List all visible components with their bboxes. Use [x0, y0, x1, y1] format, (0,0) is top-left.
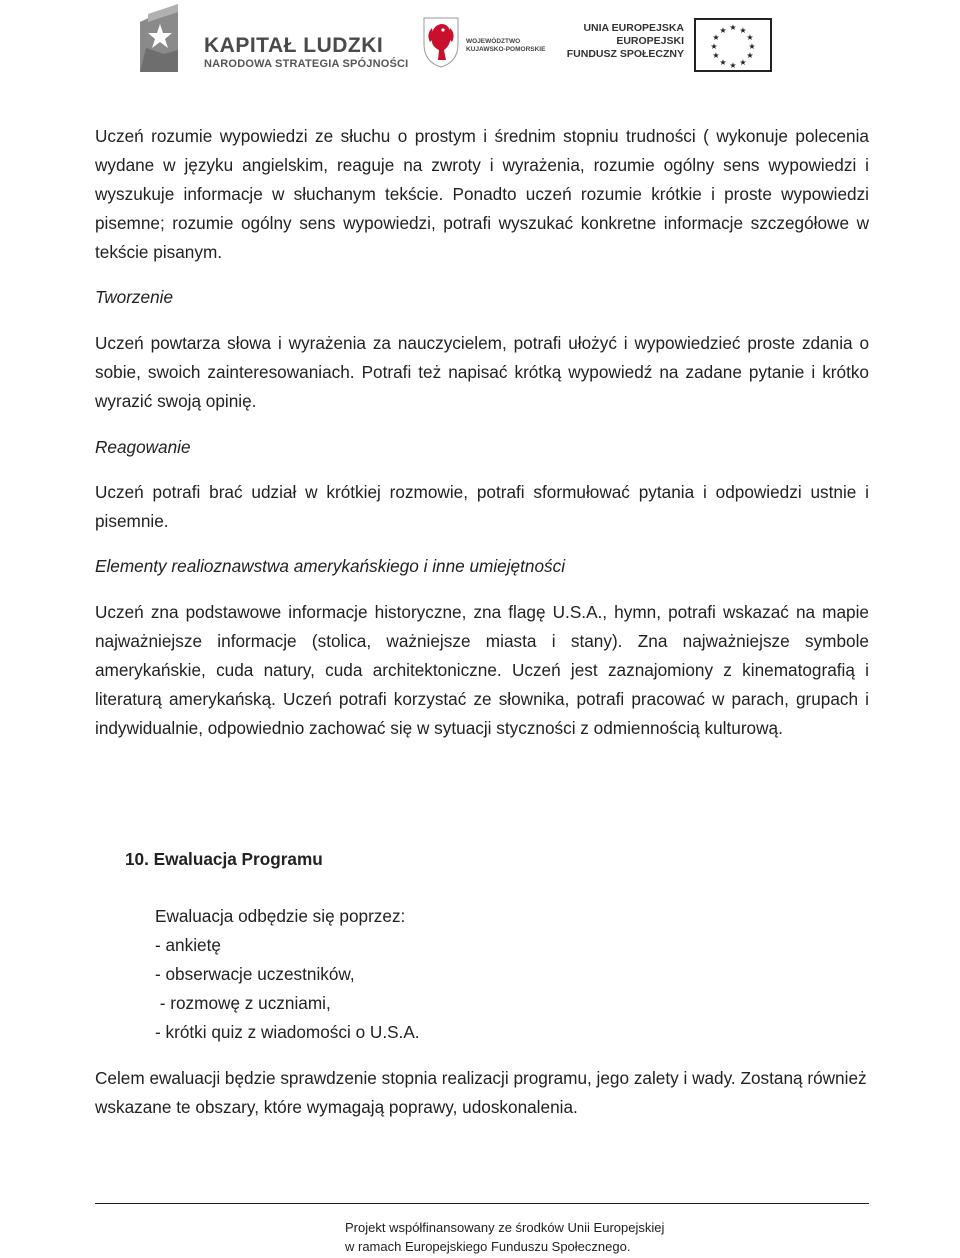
- reagowanie-heading: Reagowanie: [95, 437, 191, 457]
- wojewodztwo-logo: [420, 14, 560, 70]
- griffin-crest-icon: [420, 14, 462, 68]
- evaluation-item: - krótki quiz z wiadomości o U.S.A.: [155, 1022, 420, 1042]
- svg-text:★: ★: [739, 26, 747, 35]
- elementy-heading: Elementy realioznawstwa amerykańskiego i inne umiejętności: [95, 556, 566, 576]
- wojewodztwo-line2: KUJAWSKO-POMORSKIE: [466, 46, 546, 53]
- eu-logo: [566, 18, 774, 74]
- eu-line3: FUNDUSZ SPOŁECZNY: [566, 48, 684, 60]
- footer-divider: [95, 1203, 869, 1204]
- svg-text:★: ★: [746, 33, 754, 42]
- eu-flag-icon: [694, 18, 772, 72]
- elementy-paragraph: Uczeń zna podstawowe informacje historyczne, zna flagę U.S.A., hymn, potrafi wskazać na mapie najważniejsze informacje (stolica, ważniejsze miasta i stany). Zna najważniejsze symbole amerykańskie, cuda natury, cuda architektoniczne. Uczeń jest zaznajomiony z kinematografią i literaturą amerykańską. Uczeń potrafi korzystać ze słownika, potrafi pracować w parach, grupach i indywidualnie, odpowiednio zachować się w sytuacji styczności z odmiennością kulturową.: [95, 602, 869, 738]
- wojewodztwo-line1: WOJEWÓDZTWO: [466, 38, 521, 45]
- evaluation-list: [155, 902, 420, 1047]
- tworzenie-heading: Tworzenie: [95, 287, 174, 307]
- page-header: [0, 0, 960, 80]
- svg-text:★: ★: [729, 23, 737, 32]
- page-footer: [95, 1218, 869, 1256]
- footer-line2: w ramach Europejskiego Funduszu Społecznego.: [345, 1239, 631, 1254]
- evaluation-intro: Ewaluacja odbędzie się poprzez:: [155, 906, 406, 926]
- svg-text:★: ★: [739, 58, 747, 67]
- footer-line1: Projekt współfinansowany ze środków Unii Europejskiej: [345, 1220, 665, 1235]
- reagowanie-paragraph: Uczeń potrafi brać udział w krótkiej rozmowie, potrafi sformułować pytania i odpowiedzi ustnie i pisemnie.: [95, 482, 869, 531]
- kapital-ludzki-star-icon: [134, 4, 194, 72]
- svg-text:★: ★: [719, 26, 727, 35]
- svg-text:★: ★: [712, 51, 720, 60]
- evaluation-item: - obserwacje uczestników,: [155, 964, 355, 984]
- kapital-ludzki-logo: [134, 4, 409, 74]
- wojewodztwo-text: [466, 38, 545, 54]
- svg-text:★: ★: [748, 42, 756, 51]
- intro-paragraph: Uczeń rozumie wypowiedzi ze słuchu o prostym i średnim stopniu trudności ( wykonuje polecenia wydane w języku angielskim, reaguje na zwroty i wyrażenia, rozumie ogólny sens wypowiedzi i wyszukuje informacje w słuchanym tekście. Ponadto uczeń rozumie krótkie i proste wypowiedzi pisemne; rozumie ogólny sens wypowiedzi, potrafi wyszukać konkretne informacje szczegółowe w tekście pisanym.: [95, 126, 869, 262]
- evaluation-item: - ankietę: [155, 935, 221, 955]
- kapital-ludzki-subtitle: NARODOWA STRATEGIA SPÓJNOŚCI: [204, 58, 409, 70]
- svg-text:★: ★: [746, 51, 754, 60]
- svg-text:★: ★: [712, 33, 720, 42]
- svg-text:★: ★: [729, 61, 737, 70]
- eu-line1: UNIA EUROPEJSKA: [583, 22, 684, 34]
- svg-text:★: ★: [710, 42, 718, 51]
- tworzenie-paragraph: Uczeń powtarza słowa i wyrażenia za nauczycielem, potrafi ułożyć i wypowiedzieć proste zdania o sobie, swoich zainteresowaniach. Potrafi też napisać krótką wypowiedź na zadane pytanie i krótko wyrazić swoją opinię.: [95, 333, 869, 411]
- kapital-ludzki-title: KAPITAŁ LUDZKI: [204, 34, 384, 57]
- eu-line2: EUROPEJSKI: [616, 35, 684, 47]
- evaluation-item: - rozmowę z uczniami,: [155, 993, 331, 1013]
- section-title-ewaluacja: 10. Ewaluacja Programu: [125, 849, 323, 869]
- closing-paragraph: Celem ewaluacji będzie sprawdzenie stopnia realizacji programu, jego zalety i wady. Zostaną również wskazane te obszary, które wymagają poprawy, udoskonalenia.: [95, 1068, 867, 1117]
- eu-text: [567, 22, 684, 61]
- svg-text:★: ★: [719, 58, 727, 67]
